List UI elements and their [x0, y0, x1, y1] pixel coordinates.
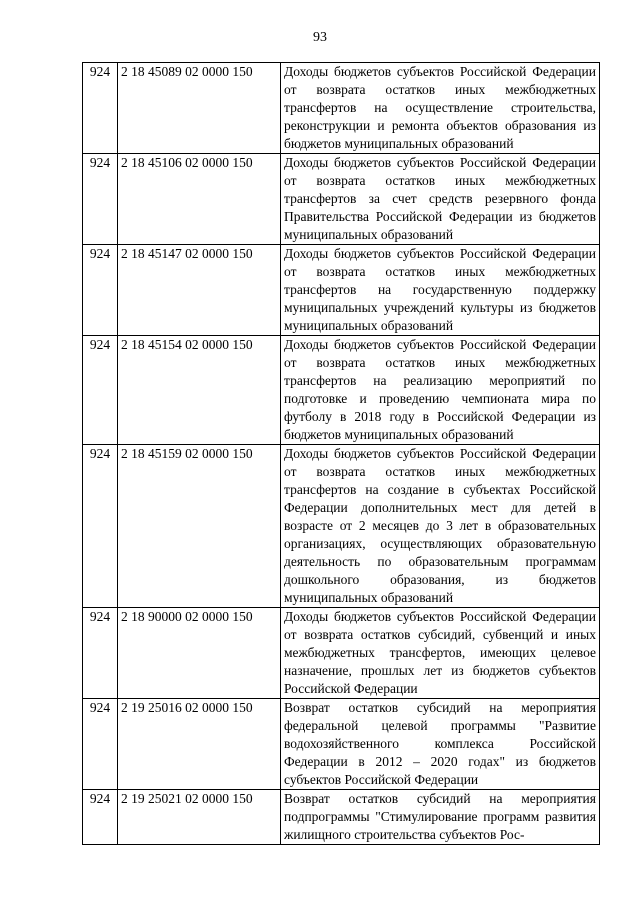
budget-code-cell: 2 18 45147 02 0000 150	[118, 245, 281, 336]
description-cell: Доходы бюджетов субъектов Российской Федерации от возврата остатков субсидий, субвенций и иных межбюджетных трансфертов, имеющих целевое назначение, прошлых лет из бюджетов субъектов Российской Федерации	[281, 608, 600, 699]
admin-code-cell: 924	[83, 699, 118, 790]
description-cell: Доходы бюджетов субъектов Российской Федерации от возврата остатков иных межбюджетных трансфертов на создание в субъектах Российской Федерации дополнительных мест для детей в возрасте от 2 месяцев до 3 лет в образовательных организациях, осуществляющих образовательную деятельность по образовательным программам дошкольного образования, из бюджетов муниципальных образований	[281, 445, 600, 608]
budget-code-cell: 2 18 45159 02 0000 150	[118, 445, 281, 608]
admin-code-cell: 924	[83, 245, 118, 336]
table-row	[83, 790, 600, 845]
admin-code-cell: 924	[83, 154, 118, 245]
description-cell: Доходы бюджетов субъектов Российской Федерации от возврата остатков иных межбюджетных трансфертов на государственную поддержку муниципальных учреждений культуры из бюджетов муниципальных образований	[281, 245, 600, 336]
table-row	[83, 699, 600, 790]
budget-codes-table	[82, 62, 600, 845]
admin-code-cell: 924	[83, 608, 118, 699]
description-cell: Возврат остатков субсидий на мероприятия подпрограммы "Стимулирование программ развития жилищного строительства субъектов Рос-	[281, 790, 600, 845]
admin-code-cell: 924	[83, 63, 118, 154]
budget-code-cell: 2 18 90000 02 0000 150	[118, 608, 281, 699]
admin-code-cell: 924	[83, 445, 118, 608]
table-row	[83, 245, 600, 336]
page-number: 93	[313, 30, 327, 45]
budget-code-cell: 2 18 45089 02 0000 150	[118, 63, 281, 154]
table-row	[83, 336, 600, 445]
table-row	[83, 608, 600, 699]
table-row	[83, 445, 600, 608]
table-row	[83, 154, 600, 245]
description-cell: Доходы бюджетов субъектов Российской Федерации от возврата остатков иных межбюджетных трансфертов на реализацию мероприятий по подготовке и проведению чемпионата мира по футболу в 2018 году в Российской Федерации из бюджетов муниципальных образований	[281, 336, 600, 445]
description-cell: Возврат остатков субсидий на мероприятия федеральной целевой программы "Развитие водохозяйственного комплекса Российской Федерации в 2012 – 2020 годах" из бюджетов субъектов Российской Федерации	[281, 699, 600, 790]
description-cell: Доходы бюджетов субъектов Российской Федерации от возврата остатков иных межбюджетных трансфертов на осуществление строительства, реконструкции и ремонта объектов образования из бюджетов муниципальных образований	[281, 63, 600, 154]
budget-code-cell: 2 19 25021 02 0000 150	[118, 790, 281, 845]
description-cell: Доходы бюджетов субъектов Российской Федерации от возврата остатков иных межбюджетных трансфертов за счет средств резервного фонда Правительства Российской Федерации из бюджетов муниципальных образований	[281, 154, 600, 245]
budget-code-cell: 2 19 25016 02 0000 150	[118, 699, 281, 790]
budget-code-cell: 2 18 45106 02 0000 150	[118, 154, 281, 245]
budget-code-cell: 2 18 45154 02 0000 150	[118, 336, 281, 445]
admin-code-cell: 924	[83, 790, 118, 845]
table-row	[83, 63, 600, 154]
admin-code-cell: 924	[83, 336, 118, 445]
